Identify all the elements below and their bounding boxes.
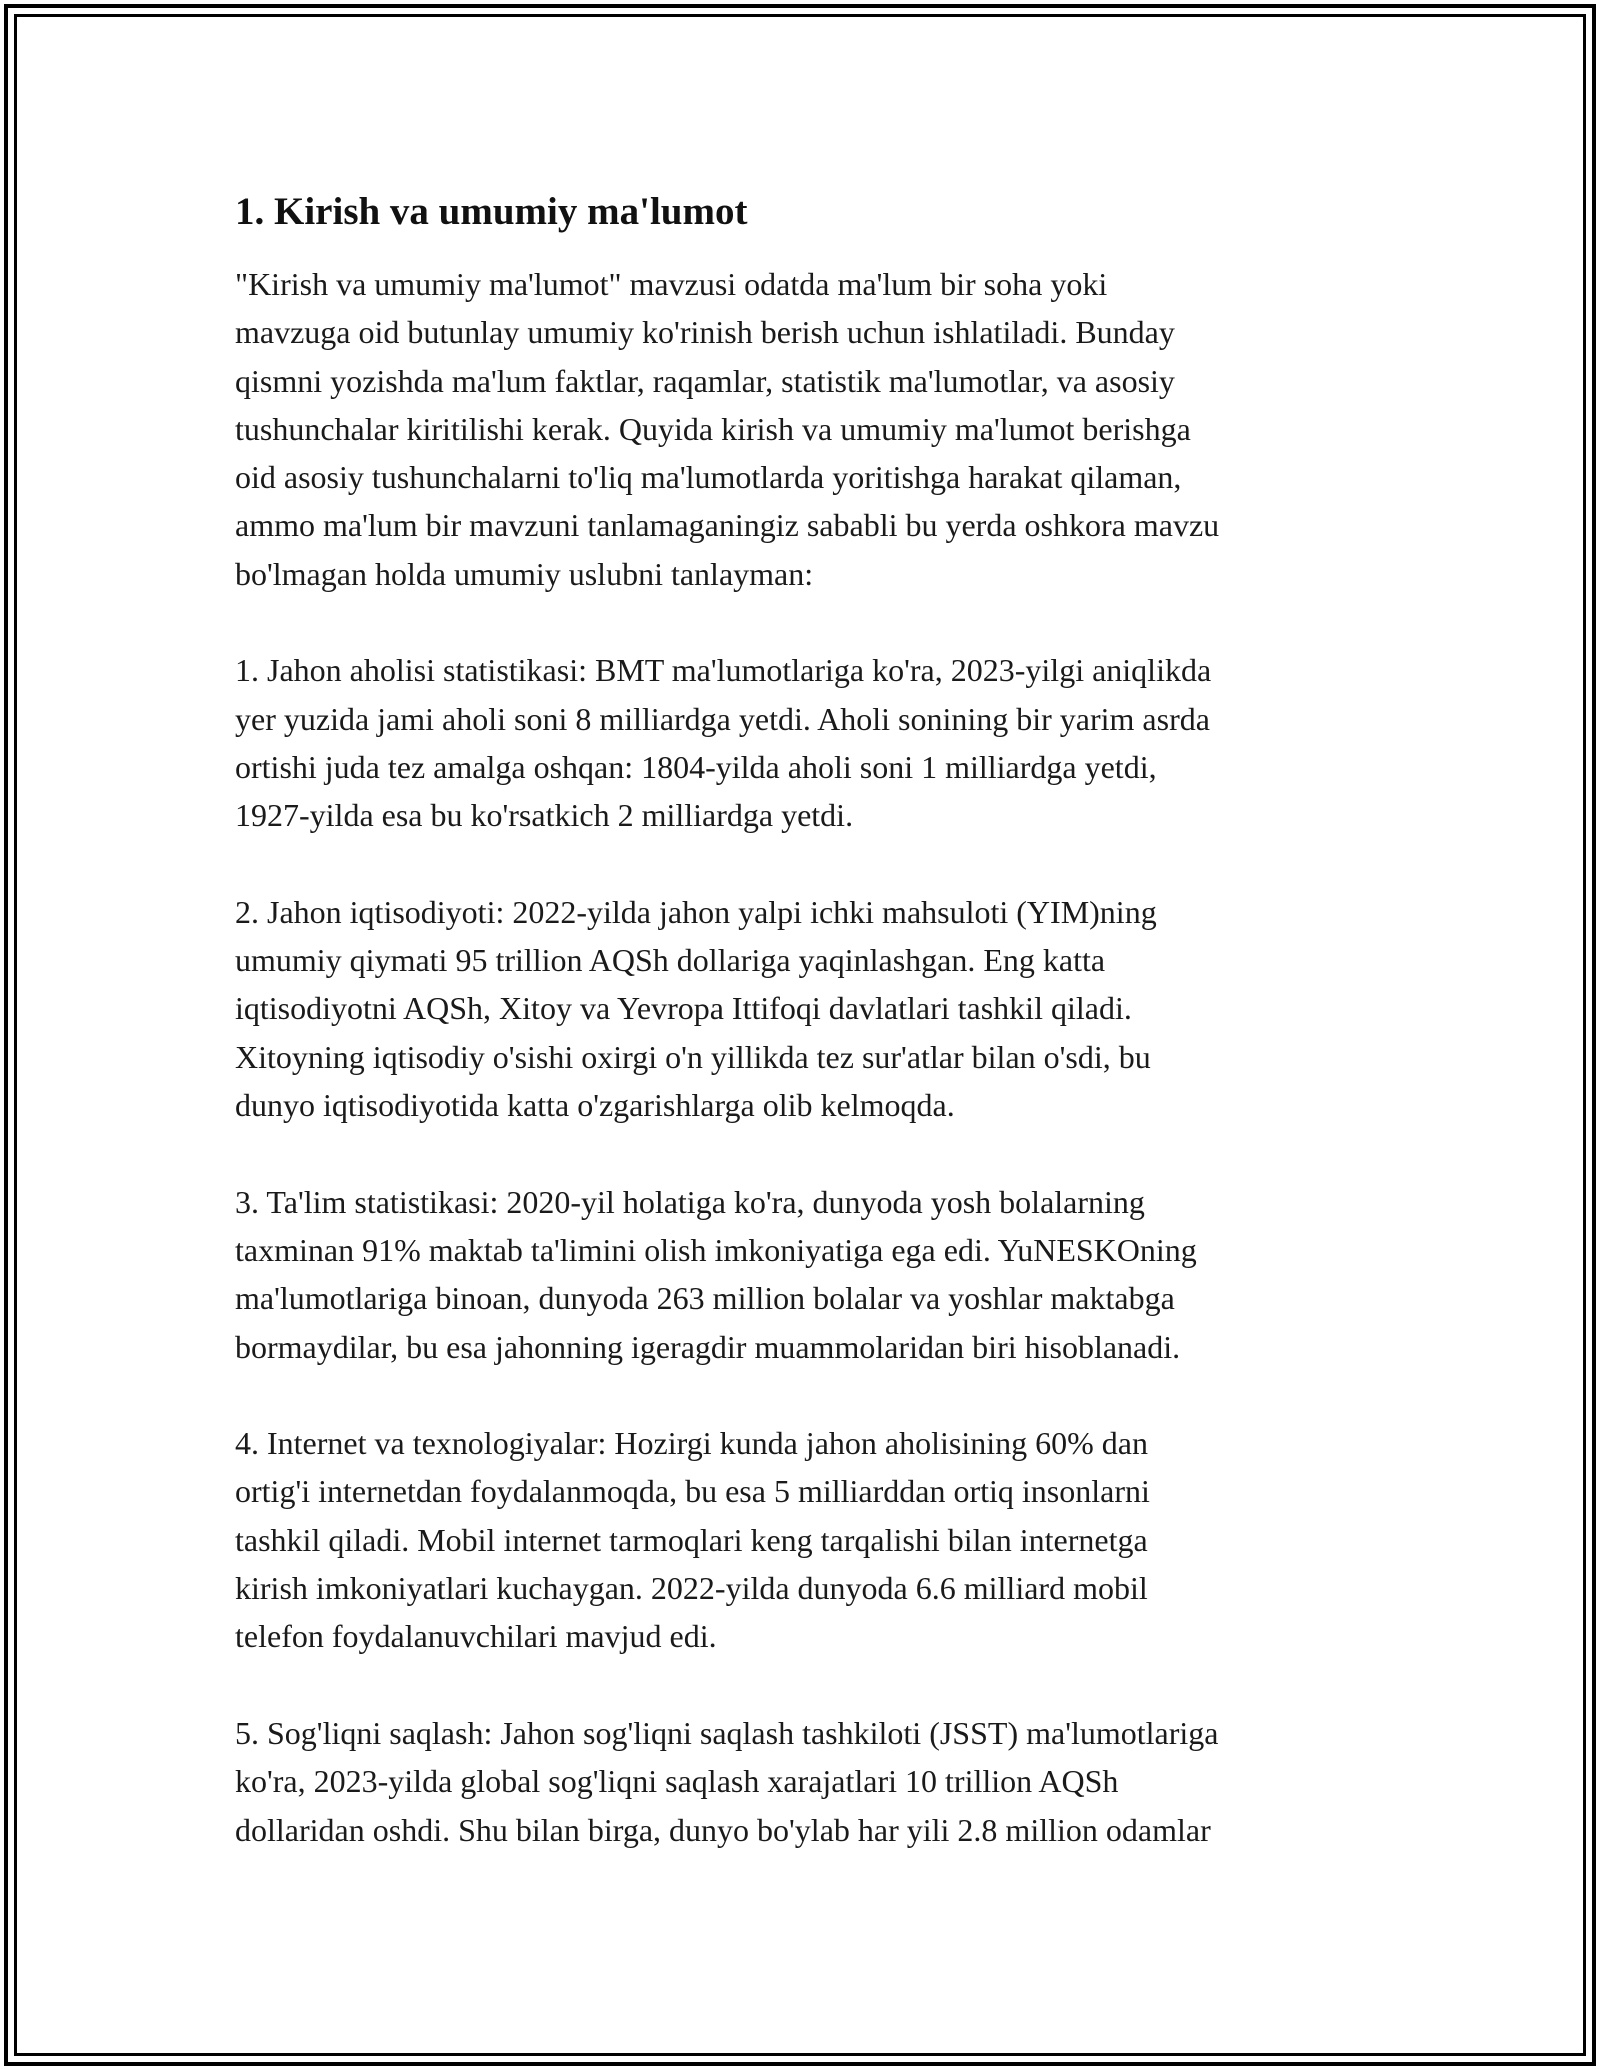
text-line: ortig'i internetdan foydalanmoqda, bu esa 5 milliarddan ortiq insonlarni — [235, 1473, 1150, 1510]
text-line: "Kirish va umumiy ma'lumot" mavzusi odatda ma'lum bir soha yoki — [235, 266, 1108, 302]
text-line: umumiy qiymati 95 trillion AQSh dollariga yaqinlashgan. Eng katta — [235, 942, 1106, 979]
text-line: iqtisodiyotni AQSh, Xitoy va Yevropa Ittifoqi davlatlari tashkil qiladi. — [235, 990, 1132, 1027]
page-title: 1. Kirish va umumiy ma'lumot — [235, 190, 748, 233]
text-line: 5. Sog'liqni saqlash: Jahon sog'liqni saqlash tashkiloti (JSST) ma'lumotlariga — [235, 1714, 1219, 1751]
text-line: dunyo iqtisodiyotida katta o'zgarishlarga olib kelmoqda. — [235, 1087, 955, 1124]
text-line: Xitoyning iqtisodiy o'sishi oxirgi o'n yillikda tez sur'atlar bilan o'sdi, bu — [235, 1038, 1151, 1075]
paragraph-internet — [235, 1419, 1395, 1660]
text-line: 3. Ta'lim statistikasi: 2020-yil holatiga ko'ra, dunyoda yosh bolalarning — [235, 1183, 1145, 1220]
text-line: ortishi juda tez amalga oshqan: 1804-yilda aholi soni 1 milliardga yetdi, — [235, 748, 1157, 785]
text-line: bo'lmagan holda umumiy uslubni tanlayman: — [235, 555, 814, 592]
text-line: kirish imkoniyatlari kuchaygan. 2022-yilda dunyoda 6.6 milliard mobil — [235, 1570, 1148, 1607]
text-line: 1927-yilda esa bu ko'rsatkich 2 milliardga yetdi. — [235, 797, 854, 834]
text-line: yer yuzida jami aholi soni 8 milliardga yetdi. Aholi sonining bir yarim asrda — [235, 700, 1210, 737]
text-line: taxminan 91% maktab ta'limini olish imkoniyatiga ega edi. YuNESKOning — [235, 1231, 1197, 1268]
document-body — [235, 186, 1395, 1902]
paragraph-population — [235, 646, 1395, 839]
text-line: ma'lumotlariga binoan, dunyoda 263 million bolalar va yoshlar maktabga — [235, 1280, 1175, 1317]
text-line: tushunchalar kiritilishi kerak. Quyida kirish va umumiy ma'lumot berishga — [235, 410, 1191, 447]
text-line: ammo ma'lum bir mavzuni tanlamaganingiz sababli bu yerda oshkora mavzu — [235, 507, 1220, 544]
paragraph-economy — [235, 888, 1395, 1129]
text-line: dollaridan oshdi. Shu bilan birga, dunyo bo'ylab har yili 2.8 million odamlar — [235, 1811, 1211, 1848]
text-line: tashkil qiladi. Mobil internet tarmoqlari keng tarqalishi bilan internetga — [235, 1521, 1148, 1558]
text-line: bormaydilar, bu esa jahonning igeragdir muammolaridan biri hisoblanadi. — [235, 1328, 1181, 1365]
text-line: qismni yozishda ma'lum faktlar, raqamlar, statistik ma'lumotlar, va asosiy — [235, 362, 1175, 399]
text-line: oid asosiy tushunchalarni to'liq ma'lumotlarda yoritishga harakat qilaman, — [235, 459, 1182, 496]
paragraph-education — [235, 1178, 1395, 1371]
paragraph-intro — [235, 260, 1395, 598]
text-line: 4. Internet va texnologiyalar: Hozirgi kunda jahon aholisining 60% dan — [235, 1425, 1148, 1462]
text-line: 2. Jahon iqtisodiyoti: 2022-yilda jahon yalpi ichki mahsuloti (YIM)ning — [235, 893, 1157, 930]
paragraph-health — [235, 1709, 1395, 1854]
text-line: ko'ra, 2023-yilda global sog'liqni saqlash xarajatlari 10 trillion AQSh — [235, 1763, 1119, 1800]
text-line: 1. Jahon aholisi statistikasi: BMT ma'lumotlariga ko'ra, 2023-yilgi aniqlikda — [235, 652, 1212, 689]
text-line: telefon foydalanuvchilari mavjud edi. — [235, 1618, 717, 1655]
text-line: mavzuga oid butunlay umumiy ko'rinish berish uchun ishlatiladi. Bunday — [235, 314, 1175, 351]
